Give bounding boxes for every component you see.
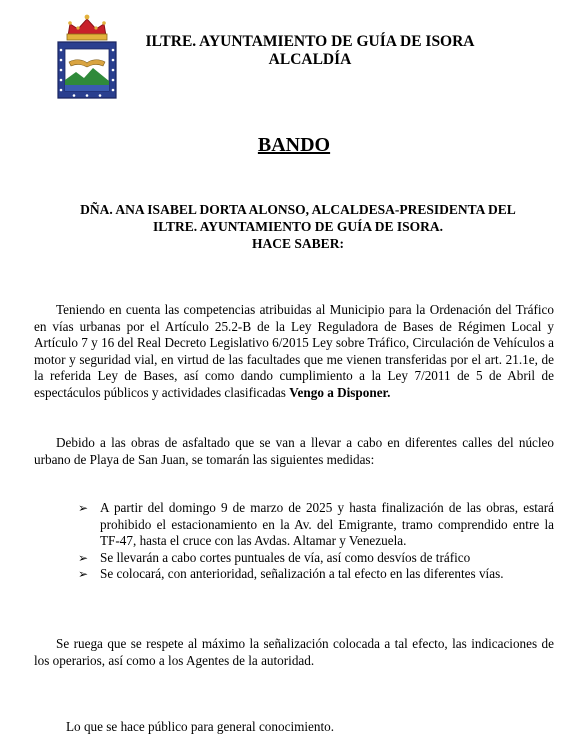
intro-line-3: HACE SABER:: [252, 236, 344, 251]
list-item: [76, 550, 554, 567]
intro-line-2: ILTRE. AYUNTAMIENTO DE GUÍA DE ISORA.: [153, 219, 443, 234]
list-item: [76, 500, 554, 550]
paragraph-works: [34, 435, 554, 468]
measure-text: A partir del domingo 9 de marzo de 2025 y hasta finalización de las obras, estará prohibido el estacionamiento en la Av. del Emigrante, tramo comprendido entre la TF-47, hasta el cruce con las Avdas. Altamar y Venezuela.: [100, 500, 554, 549]
measure-text: Se colocará, con anterioridad, señalización a tal efecto en las diferentes vías.: [100, 566, 504, 582]
arrowhead-bullet-icon: ➢: [78, 501, 89, 515]
intro-block: [40, 201, 556, 252]
header-department: ALCALDÍA: [268, 51, 352, 68]
arrowhead-bullet-icon: ➢: [78, 567, 89, 582]
paragraph-request: [34, 636, 554, 669]
document-title: [0, 134, 588, 157]
shield-icon: [58, 42, 116, 98]
paragraph-legal-basis-text: Teniendo en cuenta las competencias atribuidas al Municipio para la Ordenación del Tráfico en vías urbanas por el Artículo 25.2-B de la Ley Reguladora de Bases de Régimen Local y Artículo 7 y 16 del Real Decreto Legislativo 6/2015 Ley sobre Tráfico, Circulación de Vehículos a motor y seguridad vial, en virtud de las facultades que me vienen transferidas por el art. 21.1e, de la referida Ley de Bases, así como dando cumplimiento a la Ley 7/2011 de 5 de Abril de espectáculos públicos y actividades clasificadas: [34, 302, 554, 400]
paragraph-legal-basis: [34, 302, 554, 402]
crown-icon: [67, 15, 107, 40]
paragraph-legal-basis-bold: Vengo a Disponer.: [289, 384, 391, 400]
arrowhead-bullet-icon: ➢: [78, 550, 89, 565]
measures-list: [76, 500, 554, 583]
measure-text: Se llevarán a cabo cortes puntuales de vía, así como desvíos de tráfico: [100, 549, 471, 565]
document-title-text: BANDO: [257, 134, 331, 156]
intro-line-1: DÑA. ANA ISABEL DORTA ALONSO, ALCALDESA-PRESIDENTA DEL: [80, 202, 516, 217]
header-title-block: [120, 33, 500, 69]
header-organization: ILTRE. AYUNTAMIENTO DE GUÍA DE ISORA: [145, 33, 475, 50]
paragraph-works-text: Debido a las obras de asfaltado que se van a llevar a cabo en diferentes calles del núcleo urbano de Playa de San Juan, se tomarán las siguientes medidas:: [34, 435, 554, 467]
closing-statement: [34, 719, 554, 736]
paragraph-request-text: Se ruega que se respete al máximo la señalización colocada a tal efecto, las indicaciones de los operarios, así como a los Agentes de la autoridad.: [34, 636, 554, 668]
closing-text: Lo que se hace público para general conocimiento.: [66, 719, 335, 734]
municipal-crest-logo: [54, 10, 120, 106]
list-item: [76, 566, 554, 583]
